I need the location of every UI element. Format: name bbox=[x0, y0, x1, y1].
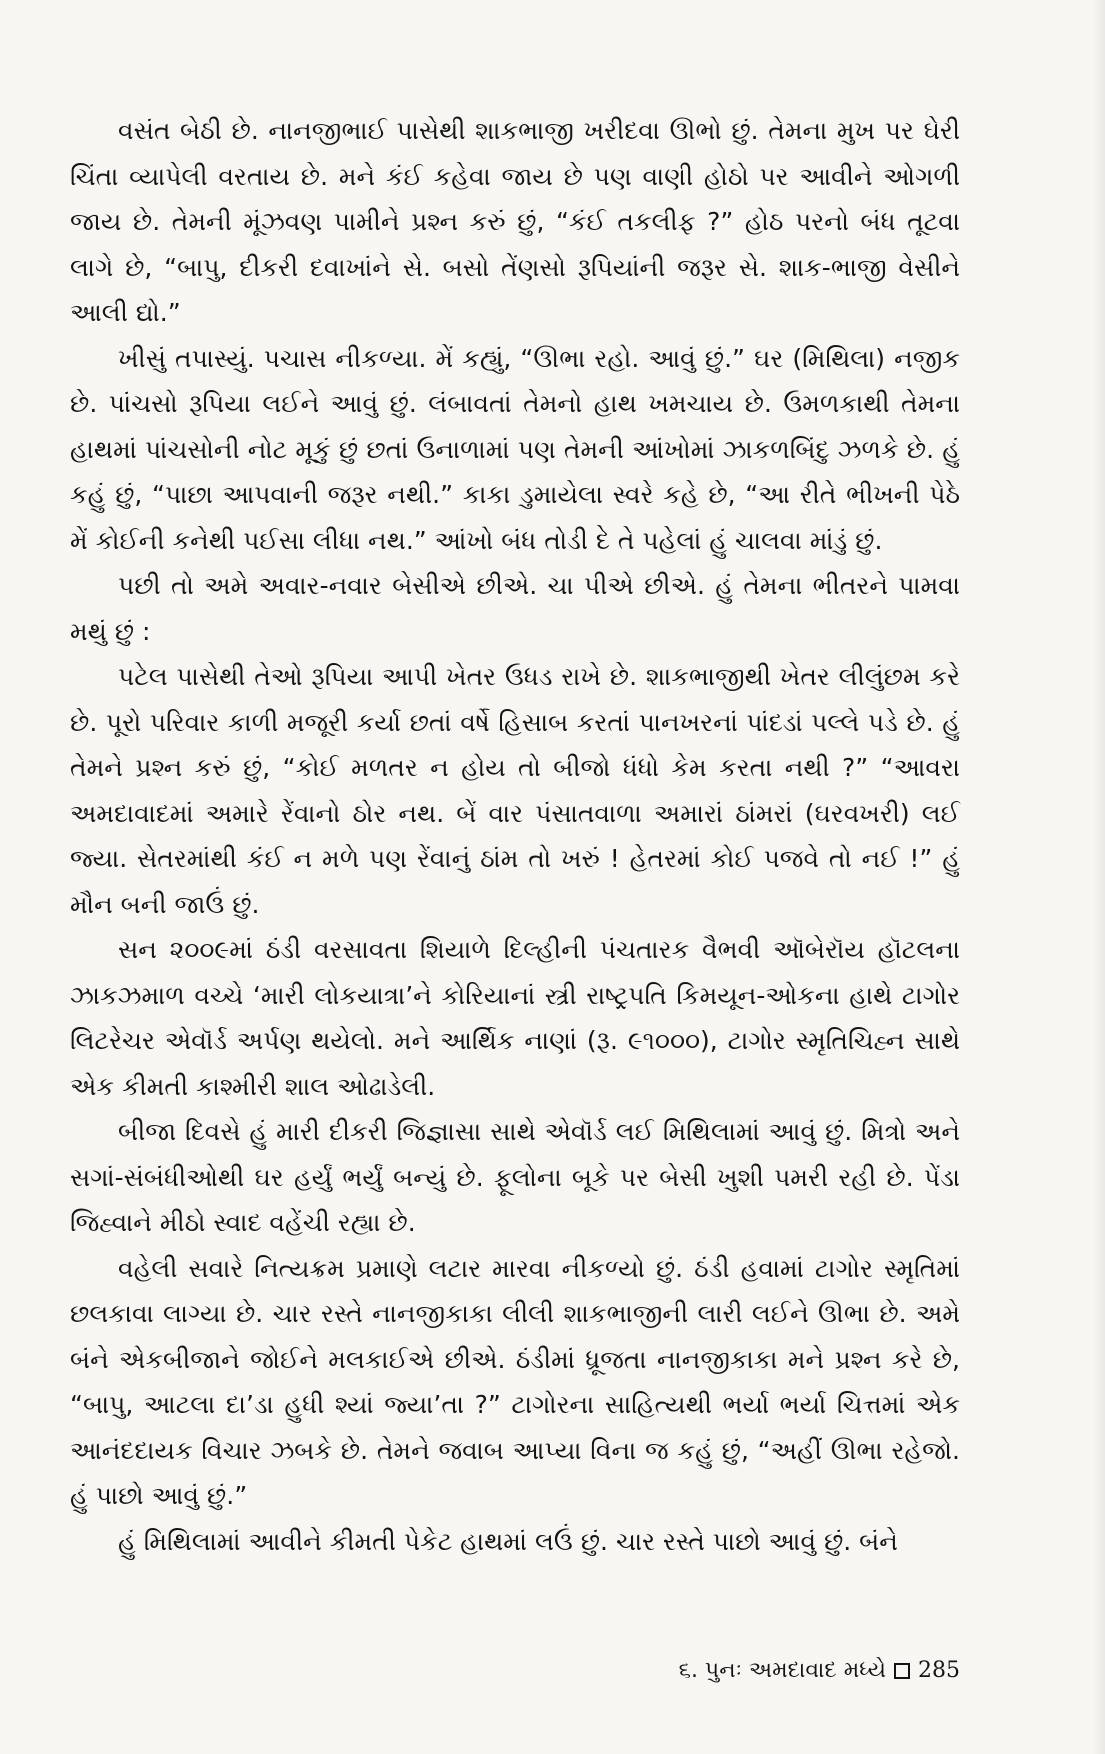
paragraph-1: વસંત બેઠી છે. નાનજીભાઈ પાસેથી શાકભાજી ખરીદવા ઊભો છું. તેમના મુખ પર ઘેરી ચિંતા વ્યાપેલી વરતાય છે. મને કંઈ કહેવા જાય છે પણ વાણી હોઠો પર આવીને ઓગળી જાય છે. તેમની મૂંઝવણ પામીને પ્રશ્ન કરું છું, “કંઈ તકલીફ ?” હોઠ પરનો બંધ તૂટવા લાગે છે, “બાપુ, દીકરી દવાખાંને સે. બસો તેંણસો રૂપિયાંની જરૂર સે. શાક-ભાજી વેસીને આલી દ્યો.” bbox=[70, 116, 960, 327]
page-edge-shadow bbox=[1093, 0, 1105, 1754]
paragraph-4: પટેલ પાસેથી તેઓ રૂપિયા આપી ખેતર ઉધડ રાખે છે. શાકભાજીથી ખેતર લીલુંછમ કરે છે. પૂરો પરિવાર કાળી મજૂરી કર્યા છતાં વર્ષે હિસાબ કરતાં પાનખરનાં પાંદડાં પલ્લે પડે છે. હું તેમને પ્રશ્ન કરું છું, “કોઈ મળતર ન હોય તો બીજો ધંધો કેમ કરતા નથી ?” “આવરા અમદાવાદમાં અમારે રેંવાનો ઠોર નથ. બેં વાર પંસાતવાળા અમારાં ઠાંમરાં (ઘરવખરી) લઈ જ્યા. સેતરમાંથી કંઈ ન મળે પણ રેંવાનું ઠાંમ તો ખરું ! હેતરમાં કોઈ પજવે તો નઈ !” હું મૌન બની જાઉં છું. bbox=[70, 662, 960, 919]
square-box-icon bbox=[894, 1663, 910, 1679]
page-footer bbox=[679, 1658, 960, 1683]
chapter-title: ૬. પુનઃ અમદાવાદ મધ્યે bbox=[678, 1658, 886, 1683]
body-text bbox=[70, 108, 960, 1564]
paragraph-7: વહેલી સવારે નિત્યક્રમ પ્રમાણે લટાર મારવા નીકળ્યો છું. ઠંડી હવામાં ટાગોર સ્મૃતિમાં છલકાવા લાગ્યા છે. ચાર રસ્તે નાનજીકાકા લીલી શાકભાજીની લારી લઈને ઊભા છે. અમે બંને એકબીજાને જોઈને મલકાઈએ છીએ. ઠંડીમાં ધ્રૂજતા નાનજીકાકા મને પ્રશ્ન કરે છે, “બાપુ, આટલા દા’ડા હુધી શ્યાં જ્યા’તા ?” ટાગોરના સાહિત્યથી ભર્યા ભર્યા ચિત્તમાં એક આનંદદાયક વિચાર ઝબકે છે. તેમને જવાબ આપ્યા વિના જ કહું છું, “અહીં ઊભા રહેજો. હું પાછો આવું છું.” bbox=[70, 1253, 960, 1510]
paragraph-6: બીજા દિવસે હું મારી દીકરી જિજ્ઞાસા સાથે એવૉર્ડ લઈ મિથિલામાં આવું છું. મિત્રો અને સગાં-સંબંધીઓથી ઘર હર્યું ભર્યું બન્યું છે. ફૂલોના બૂકે પર બેસી ખુશી પમરી રહી છે. પેંડા જિહ્વાને મીઠો સ્વાદ વહેંચી રહ્યા છે. bbox=[70, 1117, 960, 1237]
paragraph-3: પછી તો અમે અવાર-નવાર બેસીએ છીએ. ચા પીએ છીએ. હું તેમના ભીતરને પામવા મથું છું : bbox=[70, 571, 960, 646]
paragraph-8: હું મિથિલામાં આવીને કીમતી પેકેટ હાથમાં લઉં છું. ચાર રસ્તે પાછો આવું છું. બંને bbox=[118, 1526, 898, 1556]
page-number: 285 bbox=[918, 1658, 960, 1683]
paragraph-5: સન ૨૦૦૯માં ઠંડી વરસાવતા શિયાળે દિલ્હીની પંચતારક વૈભવી ઑબેરૉય હૉટલના ઝાકઝમાળ વચ્ચે ‘મારી લોકયાત્રા’ને કોરિયાનાં સ્ત્રી રાષ્ટ્રપતિ કિમયૂન-ઓકના હાથે ટાગોર લિટરેચર એવૉર્ડ અર્પણ થયેલો. મને આર્થિક નાણાં (રૂ. ૯૧૦૦૦), ટાગોર સ્મૃતિચિહ્ન સાથે એક કીમતી કાશ્મીરી શાલ ઓઢાડેલી. bbox=[70, 935, 960, 1101]
paragraph-2: ખીસું તપાસ્યું. પચાસ નીકળ્યા. મેં કહ્યું, “ઊભા રહો. આવું છું.” ઘર (મિથિલા) નજીક છે. પાંચસો રૂપિયા લઈને આવું છું. લંબાવતાં તેમનો હાથ ખમચાય છે. ઉમળકાથી તેમના હાથમાં પાંચસોની નોટ મૂકું છું છતાં ઉનાળામાં પણ તેમની આંખોમાં ઝાકળબિંદુ ઝળકે છે. હું કહું છું, “પાછા આપવાની જરૂર નથી.” કાકા ડુમાયેલા સ્વરે કહે છે, “આ રીતે ભીખની પેઠે મેં કોઈની કનેથી પઈસા લીધા નથ.” આંખો બંધ તોડી દે તે પહેલાં હું ચાલવા માંડું છું. bbox=[70, 343, 960, 555]
